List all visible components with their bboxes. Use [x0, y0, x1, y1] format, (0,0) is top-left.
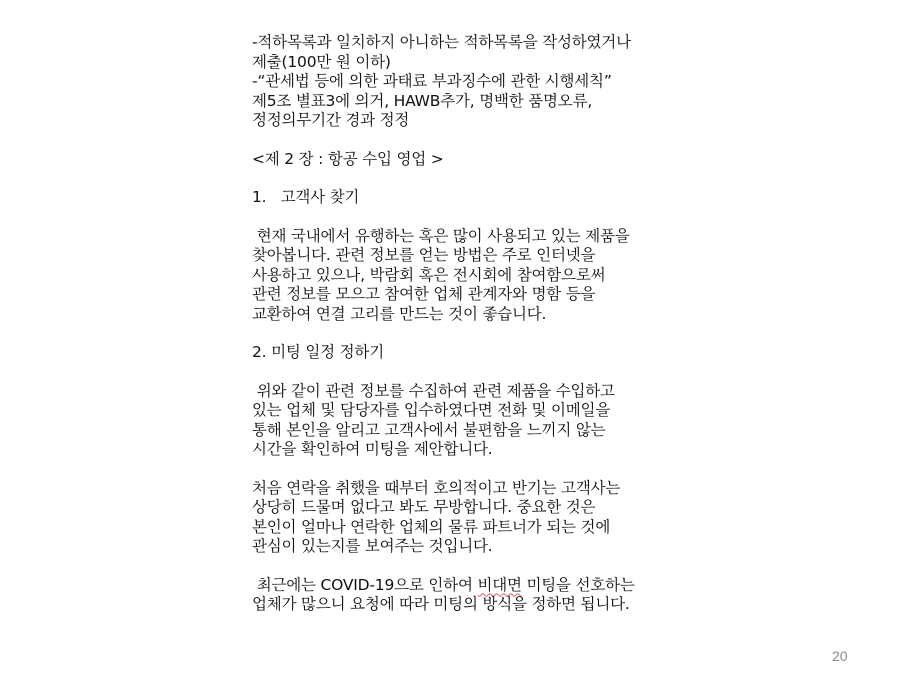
spellcheck-marked-word: 비대면 — [477, 575, 522, 594]
spacer — [252, 324, 672, 343]
spacer — [252, 131, 672, 150]
paragraph-line: 찾아봅니다. 관련 정보를 얻는 방법은 주로 인터넷을 — [252, 246, 596, 264]
paragraph-line: 시간을 확인하여 미팅을 제안합니다. — [252, 440, 493, 458]
chapter-heading: <제 2 장 : 항공 수입 영업 > — [252, 149, 444, 168]
section-1-heading: 1. 고객사 찾기 — [252, 188, 360, 206]
paragraph-line: 관심이 있는지를 보여주는 것입니다. — [252, 537, 493, 555]
spacer — [252, 169, 672, 188]
section-2-paragraph-1 — [252, 382, 672, 460]
paragraph-line: 있는 업체 및 담당자를 입수하였다면 전화 및 이메일을 — [252, 401, 611, 419]
section-2-heading: 2. 미팅 일정 정하기 — [252, 343, 384, 361]
spacer — [252, 363, 672, 382]
intro-block — [252, 33, 672, 131]
paragraph-line: 처음 연락을 취했을 때부터 호의적이고 반기는 고객사는 — [252, 478, 621, 497]
intro-line: 제5조 별표3에 의거, HAWB추가, 명백한 품명오류, — [252, 91, 593, 110]
page-number: 20 — [832, 648, 848, 664]
section-2-paragraph-3 — [252, 576, 672, 615]
paragraph-line — [252, 576, 672, 596]
paragraph-line: 업체가 많으니 요청에 따라 미팅의 방식을 정하면 됩니다. — [252, 595, 630, 613]
spacer — [252, 208, 672, 227]
paragraph-line: 본인이 얼마나 연락한 업체의 물류 파트너가 되는 것에 — [252, 517, 611, 536]
paragraph-line: 통해 본인을 알리고 고객사에서 불편함을 느끼지 않는 — [252, 420, 606, 439]
paragraph-line: 현재 국내에서 유행하는 혹은 많이 사용되고 있는 제품을 — [252, 226, 630, 245]
intro-line: -적하목록과 일치하지 아니하는 적하목록을 작성하였거나 — [252, 33, 631, 51]
paragraph-line: 관련 정보를 모으고 참여한 업체 관계자와 명함 등을 — [252, 285, 596, 303]
text-run: 최근에는 COVID-19으로 인하여 — [252, 575, 478, 594]
paragraph-line: 교환하여 연결 고리를 만드는 것이 좋습니다. — [252, 304, 547, 323]
paragraph-line: 위와 같이 관련 정보를 수집하여 관련 제품을 수입하고 — [252, 381, 615, 400]
spacer — [252, 557, 672, 576]
intro-line: -“관세법 등에 의한 과태료 부과징수에 관한 시행세칙” — [252, 72, 612, 90]
text-run: 미팅을 선호하는 — [521, 575, 635, 594]
section-2-paragraph-2 — [252, 479, 672, 557]
section-1-paragraph — [252, 227, 672, 325]
paragraph-line: 사용하고 있으나, 박람회 혹은 전시회에 참여함으로써 — [252, 265, 606, 284]
intro-line: 정정의무기간 경과 정정 — [252, 111, 410, 129]
spacer — [252, 460, 672, 479]
document-body — [252, 33, 672, 615]
intro-line: 제출(100만 원 이하) — [252, 52, 391, 71]
paragraph-line: 상당히 드물며 없다고 봐도 무방합니다. 중요한 것은 — [252, 498, 596, 516]
